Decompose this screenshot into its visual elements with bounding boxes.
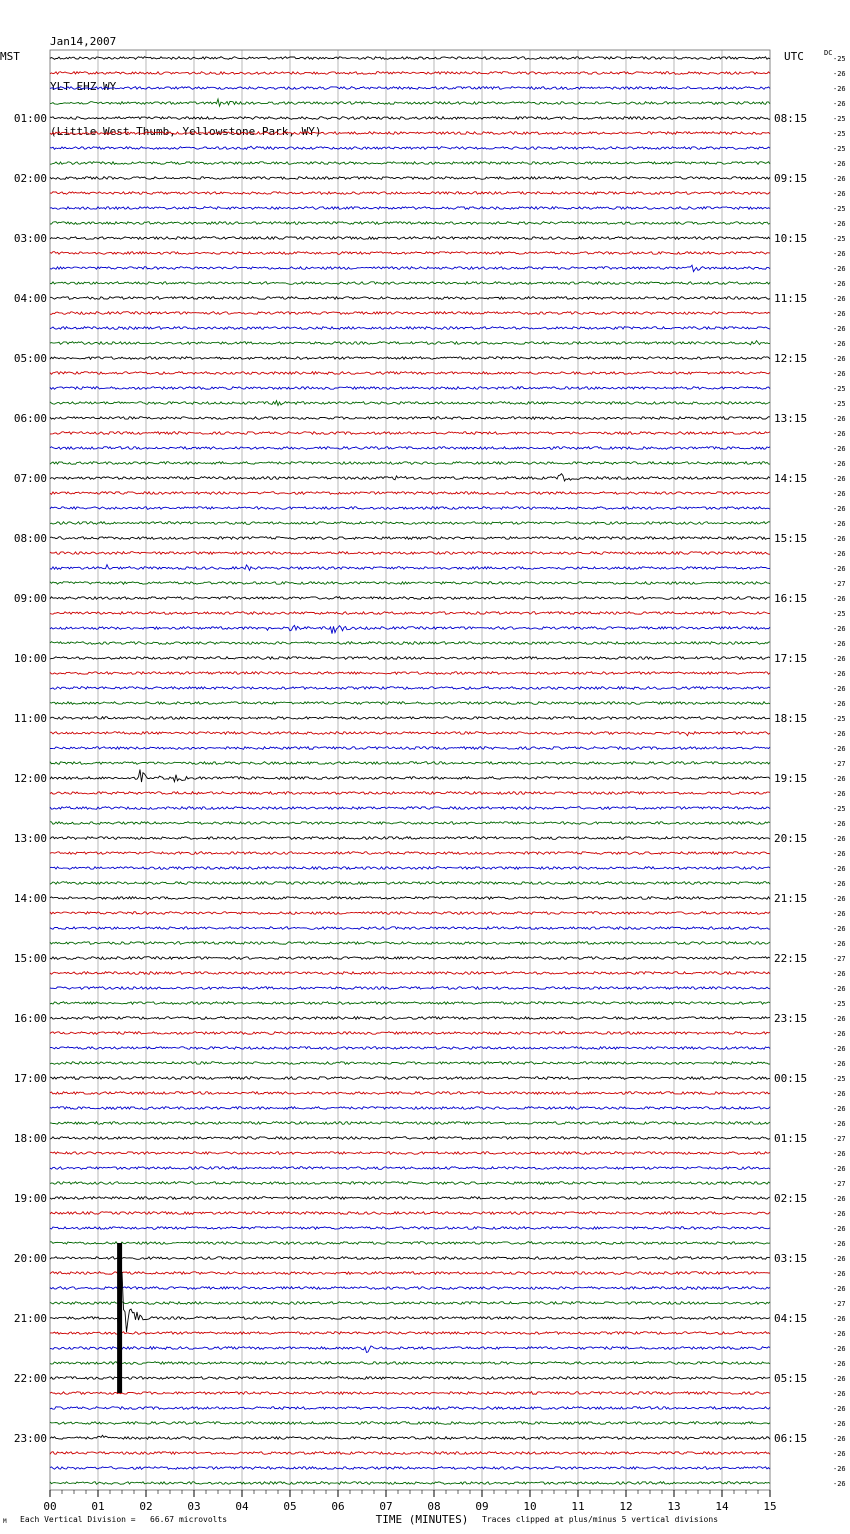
seismic-trace bbox=[50, 1167, 770, 1170]
dc-offset-label: -27 bbox=[833, 955, 846, 963]
mst-hour-label: 23:00 bbox=[13, 1432, 47, 1445]
seismic-trace bbox=[50, 792, 770, 795]
seismic-trace bbox=[50, 99, 770, 106]
dc-offset-label: -26 bbox=[833, 1390, 846, 1398]
seismic-trace bbox=[50, 1227, 770, 1230]
dc-offset-label: -26 bbox=[833, 595, 846, 603]
dc-offset-label: -26 bbox=[833, 790, 846, 798]
dc-offset-label: -25 bbox=[833, 55, 846, 63]
dc-offset-label: -26 bbox=[833, 640, 846, 648]
seismic-trace bbox=[50, 597, 770, 600]
seismic-trace bbox=[50, 882, 770, 885]
dc-offset-label: -26 bbox=[833, 520, 846, 528]
dc-offset-label: -26 bbox=[833, 250, 846, 258]
seismic-trace bbox=[50, 447, 770, 450]
dc-offset-label: -26 bbox=[833, 1045, 846, 1053]
seismic-trace bbox=[50, 747, 770, 750]
dc-offset-label: -26 bbox=[833, 280, 846, 288]
seismic-trace bbox=[50, 207, 770, 210]
dc-offset-label: -26 bbox=[833, 745, 846, 753]
seismic-trace bbox=[50, 57, 770, 60]
dc-offset-label: -26 bbox=[833, 1240, 846, 1248]
seismic-trace bbox=[50, 942, 770, 945]
dc-offset-label: -26 bbox=[833, 295, 846, 303]
seismic-trace bbox=[50, 1362, 770, 1365]
mst-hour-label: 13:00 bbox=[13, 832, 47, 845]
mst-hour-label: 10:00 bbox=[13, 652, 47, 665]
seismic-trace bbox=[50, 852, 770, 855]
seismic-trace bbox=[50, 1152, 770, 1155]
left-timezone-label: MST bbox=[0, 50, 20, 63]
dc-offset-label: -25 bbox=[833, 1075, 846, 1083]
dc-offset-label: -25 bbox=[833, 115, 846, 123]
seismic-trace bbox=[50, 372, 770, 375]
mst-hour-label: 12:00 bbox=[13, 772, 47, 785]
seismic-trace bbox=[50, 1122, 770, 1125]
seismic-trace bbox=[50, 612, 770, 615]
utc-hour-label: 22:15 bbox=[774, 952, 808, 965]
seismic-trace bbox=[50, 1257, 770, 1260]
right-timezone-label: UTC bbox=[784, 50, 804, 63]
dc-offset-label: -25 bbox=[833, 400, 846, 408]
dc-offset-label: -26 bbox=[833, 775, 846, 783]
seismic-trace bbox=[50, 687, 770, 690]
seismic-trace bbox=[50, 1287, 770, 1290]
seismic-trace bbox=[50, 1047, 770, 1050]
seismic-trace bbox=[50, 1346, 770, 1352]
dc-offset-label: -26 bbox=[833, 970, 846, 978]
dc-offset-label: -26 bbox=[833, 1090, 846, 1098]
dc-offset-label: -26 bbox=[833, 355, 846, 363]
x-tick-label: 03 bbox=[187, 1500, 201, 1513]
dc-offset-label: -27 bbox=[833, 1135, 846, 1143]
utc-hour-label: 20:15 bbox=[774, 832, 808, 845]
dc-offset-label: -26 bbox=[833, 100, 846, 108]
seismic-trace bbox=[50, 1452, 770, 1455]
dc-offset-label: -26 bbox=[833, 895, 846, 903]
x-tick-label: 02 bbox=[139, 1500, 153, 1513]
seismic-trace bbox=[50, 177, 770, 180]
seismic-trace bbox=[50, 462, 770, 465]
mst-hour-label: 08:00 bbox=[13, 532, 47, 545]
dc-offset-label: -26 bbox=[833, 1405, 846, 1413]
seismic-trace bbox=[50, 717, 770, 720]
dc-offset-label: -26 bbox=[833, 1270, 846, 1278]
seismic-trace bbox=[50, 282, 770, 285]
seismic-trace bbox=[50, 252, 770, 255]
seismic-trace bbox=[50, 474, 770, 481]
utc-hour-label: 13:15 bbox=[774, 412, 808, 425]
seismic-trace bbox=[50, 1242, 770, 1245]
utc-hour-label: 01:15 bbox=[774, 1132, 808, 1145]
utc-hour-label: 16:15 bbox=[774, 592, 808, 605]
dc-offset-label: -25 bbox=[833, 130, 846, 138]
mst-hour-label: 19:00 bbox=[13, 1192, 47, 1205]
mst-hour-label: 02:00 bbox=[13, 172, 47, 185]
dc-offset-label: -27 bbox=[833, 580, 846, 588]
dc-offset-label: -26 bbox=[833, 1480, 846, 1488]
dc-offset-label: -26 bbox=[833, 85, 846, 93]
x-tick-label: 04 bbox=[235, 1500, 249, 1513]
dc-offset-label: -25 bbox=[833, 1000, 846, 1008]
dc-offset-label: -26 bbox=[833, 655, 846, 663]
seismic-trace bbox=[50, 957, 770, 960]
dc-offset-label: -26 bbox=[833, 1450, 846, 1458]
x-tick-label: 08 bbox=[427, 1500, 441, 1513]
seismic-trace bbox=[50, 1377, 770, 1380]
dc-offset-label: -26 bbox=[833, 325, 846, 333]
seismic-trace bbox=[50, 1182, 770, 1185]
x-tick-label: 00 bbox=[43, 1500, 57, 1513]
dc-offset-label: -26 bbox=[833, 1285, 846, 1293]
dc-offset-label: -26 bbox=[833, 550, 846, 558]
dc-offset-label: -26 bbox=[833, 1210, 846, 1218]
dc-offset-label: -26 bbox=[833, 1375, 846, 1383]
utc-hour-label: 09:15 bbox=[774, 172, 808, 185]
dc-offset-label: -26 bbox=[833, 1030, 846, 1038]
seismic-trace bbox=[50, 1302, 770, 1305]
mst-hour-label: 06:00 bbox=[13, 412, 47, 425]
x-tick-label: 09 bbox=[475, 1500, 489, 1513]
mst-hour-label: 18:00 bbox=[13, 1132, 47, 1145]
dc-offset-label: -25 bbox=[833, 715, 846, 723]
clip-note: Traces clipped at plus/minus 5 vertical divisions bbox=[482, 1515, 719, 1524]
dc-offset-label: -26 bbox=[833, 1225, 846, 1233]
utc-hour-label: 05:15 bbox=[774, 1372, 808, 1385]
seismic-trace bbox=[50, 867, 770, 870]
seismic-trace bbox=[50, 552, 770, 555]
mst-hour-label: 04:00 bbox=[13, 292, 47, 305]
dc-offset-label: -26 bbox=[833, 940, 846, 948]
station-label: YLT EHZ WY bbox=[50, 80, 117, 93]
dc-offset-label: -26 bbox=[833, 70, 846, 78]
x-tick-label: 13 bbox=[667, 1500, 681, 1513]
dc-offset-label: -26 bbox=[833, 820, 846, 828]
dc-offset-label: -26 bbox=[833, 865, 846, 873]
clipped-event-burst bbox=[117, 1243, 122, 1393]
seismic-trace bbox=[50, 72, 770, 75]
seismic-trace bbox=[50, 492, 770, 495]
dc-offset-label: -26 bbox=[833, 460, 846, 468]
dc-offset-label: -26 bbox=[833, 1330, 846, 1338]
dc-offset-label: -26 bbox=[833, 565, 846, 573]
seismic-trace bbox=[50, 762, 770, 765]
dc-offset-label: -25 bbox=[833, 205, 846, 213]
dc-offset-label: -26 bbox=[833, 1465, 846, 1473]
x-tick-label: 07 bbox=[379, 1500, 393, 1513]
x-tick-label: 01 bbox=[91, 1500, 105, 1513]
dc-offset-label: -26 bbox=[833, 1255, 846, 1263]
utc-hour-label: 06:15 bbox=[774, 1432, 808, 1445]
seismic-trace bbox=[50, 807, 770, 810]
dc-offset-label: -26 bbox=[833, 475, 846, 483]
dc-offset-label: -25 bbox=[833, 235, 846, 243]
seismic-trace bbox=[50, 507, 770, 510]
seismic-trace bbox=[50, 897, 770, 900]
seismic-trace bbox=[50, 987, 770, 990]
mst-hour-label: 09:00 bbox=[13, 592, 47, 605]
seismic-trace bbox=[50, 1332, 770, 1335]
mst-hour-label: 21:00 bbox=[13, 1312, 47, 1325]
seismic-trace bbox=[50, 1212, 770, 1215]
seismic-trace bbox=[50, 565, 770, 571]
seismic-trace bbox=[50, 822, 770, 825]
seismic-trace bbox=[50, 162, 770, 165]
dc-offset-label: -26 bbox=[833, 340, 846, 348]
dc-offset-label: -26 bbox=[833, 880, 846, 888]
dc-offset-label: -27 bbox=[833, 1180, 846, 1188]
seismic-trace bbox=[50, 1062, 770, 1065]
mst-hour-label: 14:00 bbox=[13, 892, 47, 905]
dc-offset-label: -26 bbox=[833, 430, 846, 438]
dc-offset-label: -26 bbox=[833, 1345, 846, 1353]
dc-offset-label: -26 bbox=[833, 505, 846, 513]
seismic-trace bbox=[50, 387, 770, 390]
utc-hour-label: 19:15 bbox=[774, 772, 808, 785]
x-tick-label: 11 bbox=[571, 1500, 585, 1513]
utc-hour-label: 02:15 bbox=[774, 1192, 808, 1205]
utc-hour-label: 10:15 bbox=[774, 232, 808, 245]
seismic-trace bbox=[50, 312, 770, 315]
seismic-trace bbox=[50, 1032, 770, 1035]
x-tick-label: 14 bbox=[715, 1500, 729, 1513]
mst-hour-label: 03:00 bbox=[13, 232, 47, 245]
seismic-trace bbox=[50, 1137, 770, 1140]
dc-offset-label: -26 bbox=[833, 1120, 846, 1128]
seismic-trace bbox=[50, 732, 770, 736]
dc-offset-label: -26 bbox=[833, 730, 846, 738]
mst-hour-label: 15:00 bbox=[13, 952, 47, 965]
seismic-trace bbox=[50, 192, 770, 195]
dc-offset-label: -26 bbox=[833, 925, 846, 933]
x-tick-label: 06 bbox=[331, 1500, 345, 1513]
dc-offset-label: -25 bbox=[833, 145, 846, 153]
seismic-trace bbox=[50, 582, 770, 585]
utc-hour-label: 11:15 bbox=[774, 292, 808, 305]
dc-offset-label: -26 bbox=[833, 1165, 846, 1173]
seismic-trace bbox=[50, 87, 770, 90]
seismic-trace bbox=[50, 237, 770, 240]
dc-offset-label: -25 bbox=[833, 385, 846, 393]
seismic-trace bbox=[50, 1482, 770, 1485]
seismic-trace bbox=[50, 327, 770, 330]
dc-offset-label: -26 bbox=[833, 310, 846, 318]
utc-hour-label: 00:15 bbox=[774, 1072, 808, 1085]
seismic-trace bbox=[50, 417, 770, 420]
dc-offset-label: -26 bbox=[833, 850, 846, 858]
dc-label: DC bbox=[824, 49, 833, 57]
dc-offset-label: -26 bbox=[833, 700, 846, 708]
x-axis-title: TIME (MINUTES) bbox=[375, 1513, 469, 1526]
seismic-trace bbox=[50, 672, 770, 675]
utc-hour-label: 18:15 bbox=[774, 712, 808, 725]
seismic-trace bbox=[50, 432, 770, 435]
seismic-trace bbox=[50, 1407, 770, 1410]
mst-hour-label: 07:00 bbox=[13, 472, 47, 485]
dc-offset-label: -26 bbox=[833, 1420, 846, 1428]
seismic-trace bbox=[50, 702, 770, 705]
dc-offset-label: -26 bbox=[833, 265, 846, 273]
dc-offset-label: -26 bbox=[833, 670, 846, 678]
dc-offset-label: -26 bbox=[833, 1105, 846, 1113]
dc-offset-label: -26 bbox=[833, 1060, 846, 1068]
dc-offset-label: -26 bbox=[833, 370, 846, 378]
dc-offset-label: -25 bbox=[833, 610, 846, 618]
seismic-trace bbox=[50, 927, 770, 930]
utc-hour-label: 15:15 bbox=[774, 532, 808, 545]
dc-offset-label: -26 bbox=[833, 490, 846, 498]
seismic-trace bbox=[50, 642, 770, 645]
dc-offset-label: -26 bbox=[833, 1150, 846, 1158]
dc-offset-label: -26 bbox=[833, 985, 846, 993]
mst-hour-label: 17:00 bbox=[13, 1072, 47, 1085]
dc-offset-label: -27 bbox=[833, 1300, 846, 1308]
seismic-trace bbox=[50, 1467, 770, 1470]
seismic-trace bbox=[50, 357, 770, 360]
utc-hour-label: 04:15 bbox=[774, 1312, 808, 1325]
seismic-trace bbox=[50, 146, 770, 149]
corner-mark: M bbox=[3, 1518, 7, 1525]
dc-offset-label: -26 bbox=[833, 445, 846, 453]
dc-offset-label: -25 bbox=[833, 805, 846, 813]
seismic-trace bbox=[50, 1077, 770, 1080]
plot-frame bbox=[50, 50, 770, 1490]
mst-hour-label: 11:00 bbox=[13, 712, 47, 725]
seismic-trace bbox=[50, 265, 770, 271]
mst-hour-label: 16:00 bbox=[13, 1012, 47, 1025]
dc-offset-label: -26 bbox=[833, 1360, 846, 1368]
seismic-trace bbox=[50, 1107, 770, 1110]
seismic-trace bbox=[50, 770, 770, 783]
dc-offset-label: -26 bbox=[833, 175, 846, 183]
utc-hour-label: 23:15 bbox=[774, 1012, 808, 1025]
seismic-trace bbox=[50, 1197, 770, 1200]
utc-hour-label: 08:15 bbox=[774, 112, 808, 125]
location-label: (Little West Thumb, Yellowstone Park, WY) bbox=[50, 125, 322, 138]
x-tick-label: 15 bbox=[763, 1500, 777, 1513]
seismic-trace bbox=[50, 297, 770, 300]
dc-offset-label: -26 bbox=[833, 1195, 846, 1203]
date-label: Jan14,2007 bbox=[50, 35, 117, 48]
seismic-trace bbox=[50, 1392, 770, 1395]
dc-offset-label: -26 bbox=[833, 1435, 846, 1443]
dc-offset-label: -26 bbox=[833, 535, 846, 543]
seismic-trace bbox=[50, 117, 770, 120]
utc-hour-label: 17:15 bbox=[774, 652, 808, 665]
dc-offset-label: -26 bbox=[833, 910, 846, 918]
dc-offset-label: -26 bbox=[833, 415, 846, 423]
seismic-trace bbox=[50, 222, 770, 225]
seismic-trace bbox=[50, 1002, 770, 1005]
seismic-trace bbox=[50, 657, 770, 660]
seismic-trace bbox=[50, 1092, 770, 1095]
dc-offset-label: -26 bbox=[833, 160, 846, 168]
dc-offset-label: -26 bbox=[833, 190, 846, 198]
dc-offset-label: -26 bbox=[833, 625, 846, 633]
mst-hour-label: 22:00 bbox=[13, 1372, 47, 1385]
seismic-trace bbox=[50, 522, 770, 525]
seismic-trace bbox=[50, 1017, 770, 1020]
x-tick-label: 12 bbox=[619, 1500, 633, 1513]
dc-offset-label: -26 bbox=[833, 835, 846, 843]
x-tick-label: 10 bbox=[523, 1500, 537, 1513]
seismic-trace bbox=[50, 837, 770, 840]
utc-hour-label: 14:15 bbox=[774, 472, 808, 485]
mst-hour-label: 20:00 bbox=[13, 1252, 47, 1265]
scale-note: Each Vertical Division = 66.67 microvolts bbox=[20, 1515, 228, 1524]
seismic-trace bbox=[50, 1272, 770, 1275]
seismic-trace bbox=[50, 972, 770, 975]
utc-hour-label: 21:15 bbox=[774, 892, 808, 905]
mst-hour-label: 01:00 bbox=[13, 112, 47, 125]
dc-offset-label: -26 bbox=[833, 1315, 846, 1323]
utc-hour-label: 12:15 bbox=[774, 352, 808, 365]
seismic-trace bbox=[50, 1422, 770, 1425]
seismic-trace bbox=[50, 625, 770, 633]
seismic-trace bbox=[50, 341, 770, 345]
seismic-trace bbox=[50, 1435, 770, 1439]
dc-offset-label: -27 bbox=[833, 760, 846, 768]
seismic-trace bbox=[50, 912, 770, 915]
seismic-trace bbox=[50, 401, 770, 406]
dc-offset-label: -26 bbox=[833, 1015, 846, 1023]
dc-offset-label: -26 bbox=[833, 220, 846, 228]
seismic-trace bbox=[50, 537, 770, 540]
mst-hour-label: 05:00 bbox=[13, 352, 47, 365]
utc-hour-label: 03:15 bbox=[774, 1252, 808, 1265]
x-tick-label: 05 bbox=[283, 1500, 297, 1513]
seismic-trace bbox=[50, 132, 770, 135]
dc-offset-label: -26 bbox=[833, 685, 846, 693]
